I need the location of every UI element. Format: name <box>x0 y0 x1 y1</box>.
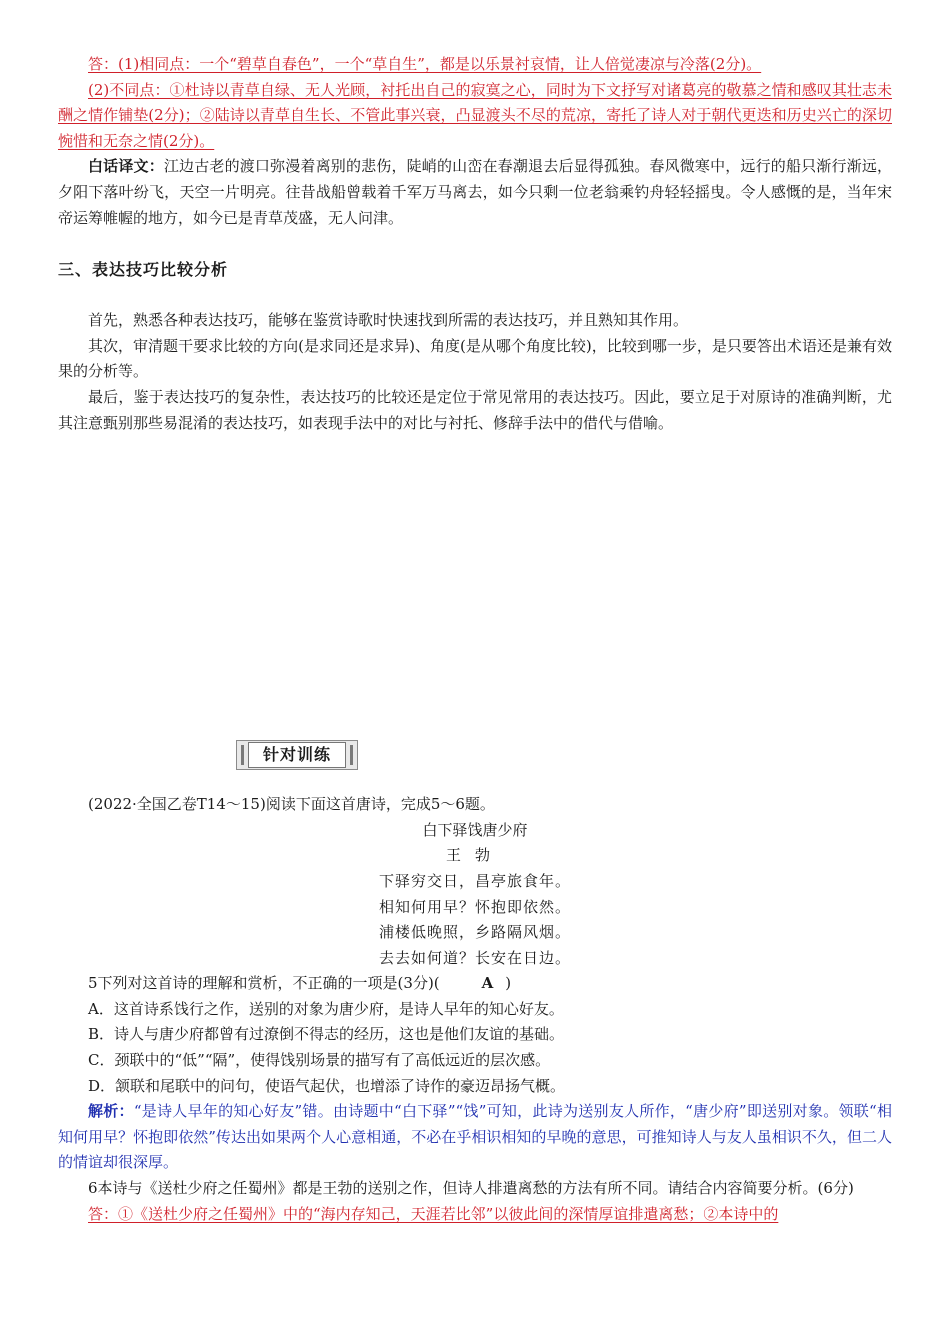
analysis-text: “是诗人早年的知心好友”错。由诗题中“白下驿”“饯”可知，此诗为送别友人所作，“唐少府”即送别对象。领联“相知何用早？怀抱即依然”传达出如果两个人心意相通，不必在乎相识相知的早晚的意思，可推知诗人与友人虽相识不久，但二人的情谊却很深厚。 <box>58 1102 892 1172</box>
answer-line-2: (2)不同点：①杜诗以青草自绿、无人光顾，衬托出自己的寂寞之心，同时为下文抒写对诸葛亮的敬慕之情和感叹其壮志未酬之情作铺垫(2分)；②陆诗以青草自生长、不管此事兴衰，凸显渡头不尽的荒凉，寄托了诗人对于朝代更迭和历史兴亡的深切惋惜和无奈之情(2分)。 <box>58 80 892 150</box>
section-paragraph-2: 其次，审清题干要求比较的方向(是求同还是求异)、角度(是从哪个角度比较)，比较到哪一步，是只要答出术语还是兼有效果的分析等。 <box>58 336 892 381</box>
answer-block-1 <box>58 52 892 154</box>
option-c: C．颈联中的“低”“隔”，使得饯别场景的描写有了高低远近的层次感。 <box>88 1051 551 1070</box>
badge-label: 针对训练 <box>248 742 346 768</box>
answer-line-1: 答：(1)相同点：一个“碧草自春色”，一个“草自生”，都是以乐景衬哀情，让人倍觉凄凉与冷落(2分)。 <box>88 55 762 73</box>
translation-label: 白话译文： <box>88 157 164 176</box>
blank-space <box>58 436 892 740</box>
poem-line: 浦楼低晚照，乡路隔风烟。 <box>378 923 571 942</box>
poem-line: 下驿穷交日，昌亭旅食年。 <box>378 871 571 890</box>
question-6-stem: 6本诗与《送杜少府之任蜀州》都是王勃的送别之作，但诗人排遣离愁的方法有所不同。请结合内容简要分析。(6分) <box>88 1179 854 1198</box>
question-6-answer: 答：①《送杜少府之任蜀州》中的“海内存知己，天涯若比邻”以彼此间的深情厚谊排遣离愁；②本诗中的 <box>88 1204 779 1223</box>
poem-line: 相知何用早？怀抱即依然。 <box>378 897 571 916</box>
section-paragraph-1: 首先，熟悉各种表达技巧，能够在鉴赏诗歌时快速找到所需的表达技巧，并且熟知其作用。 <box>88 311 689 330</box>
question-5-analysis <box>58 1099 892 1176</box>
option-a: A．这首诗系饯行之作，送别的对象为唐少府，是诗人早年的知心好友。 <box>88 999 564 1018</box>
badge-bar-left <box>241 745 244 765</box>
option-d: D．颔联和尾联中的问句，使语气起伏，也增添了诗作的豪迈昂扬气概。 <box>88 1076 566 1095</box>
badge-bar-right <box>350 745 353 765</box>
option-b: B．诗人与唐少府都曾有过潦倒不得志的经历，这也是他们友谊的基础。 <box>88 1025 565 1044</box>
section-paragraph-3: 最后，鉴于表达技巧的复杂性，表达技巧的比较还是定位于常见常用的表达技巧。因此，要立足于对原诗的准确判断，尤其注意甄别那些易混淆的表达技巧，如表现手法中的对比与衬托、修辞手法中的借代与借喻。 <box>58 387 892 432</box>
poem-line: 去去如何道？长安在日边。 <box>378 948 571 967</box>
question-5-answer: A <box>481 974 494 993</box>
document-page <box>58 52 892 1227</box>
translation-text: 江边古老的渡口弥漫着离别的悲伤，陡峭的山峦在春潮退去后显得孤独。春风微寒中，远行的船只渐行渐远，夕阳下落叶纷飞，天空一片明亮。往昔战船曾载着千军万马离去，如今只剩一位老翁乘钓舟轻轻摇曳。令人感慨的是，当年宋帝运筹帷幄的地方，如今已是青草茂盛，无人问津。 <box>58 157 892 227</box>
training-intro: (2022·全国乙卷T14～15)阅读下面这首唐诗，完成5～6题。 <box>88 795 495 814</box>
training-badge <box>236 740 892 770</box>
analysis-label: 解析： <box>88 1102 134 1121</box>
translation-paragraph <box>58 154 892 231</box>
poem-title: 白下驿饯唐少府 <box>422 820 528 839</box>
poem-author: 王勃 <box>445 846 504 865</box>
question-5-stem: 5下列对这首诗的理解和赏析，不正确的一项是(3分)( A ) <box>58 971 892 997</box>
section-heading: 三、表达技巧比较分析 <box>58 260 229 280</box>
